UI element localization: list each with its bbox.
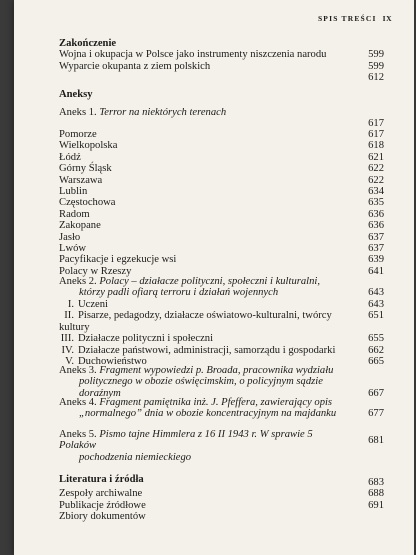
aneks-title: Aneks 1. Terror na niektórych terenach bbox=[59, 107, 227, 118]
toc-entry: Wojna i okupacja w Polsce jako instrumenty niszczenia narodu 599 bbox=[59, 49, 384, 61]
aneks-entry: Aneks 4. Fragment pamiętnika inż. J. Pfeffera, zawierający opis „normalnego” dnia w obozie koncentracyjnym na majdanku 677 bbox=[59, 397, 384, 420]
toc-entry: Wielkopolska 618 bbox=[59, 140, 384, 152]
aneks-3 bbox=[59, 365, 384, 399]
toc-entry: 612 bbox=[368, 72, 384, 84]
toc-entry: Pomorze 617 bbox=[59, 129, 384, 140]
aneks-2-list bbox=[59, 299, 384, 367]
aneks-4 bbox=[59, 397, 384, 420]
toc-entry: Wyparcie okupanta z ziem polskich 599 bbox=[59, 60, 384, 72]
book-page bbox=[14, 0, 414, 555]
section-heading: Zakończenie bbox=[59, 38, 117, 49]
section-heading: Literatura i źródła 683 bbox=[59, 474, 384, 488]
toc-entry: Warszawa 622 bbox=[59, 174, 384, 186]
toc-entry: Łódź 621 bbox=[59, 151, 384, 163]
toc-entry: Pacyfikacje i egzekucje wsi 639 bbox=[59, 254, 384, 266]
toc-entry: Lublin 634 bbox=[59, 186, 384, 198]
toc-entry: II. Pisarze, pedagodzy, działacze oświatowo-kulturalni, twórcy kultury 651 bbox=[59, 310, 384, 333]
toc-entry: III. Działacze polityczni i społeczni 655 bbox=[60, 333, 384, 345]
aneks-title-cont: którzy padli ofiarą terroru i działań wojennych bbox=[79, 287, 279, 299]
aneks-1-list bbox=[59, 129, 384, 277]
aneks-entry: Aneks 3. Fragment wypowiedzi p. Broada, pracownika wydziału politycznego w obozie oświęcimskim, o policyjnym sądzie doraźnym 667 bbox=[59, 365, 384, 399]
toc-entry: Lwów 637 bbox=[59, 243, 384, 255]
section-aneksy bbox=[59, 89, 384, 100]
running-head bbox=[14, 14, 392, 23]
running-head-page: IX bbox=[382, 14, 392, 23]
aneks-1 bbox=[59, 107, 384, 130]
aneks-5 bbox=[59, 429, 384, 463]
aneks-title-page: 643 bbox=[368, 287, 384, 299]
toc-entry: Częstochowa 635 bbox=[59, 197, 384, 209]
section-zakonczenie bbox=[59, 38, 384, 84]
toc-entry: IV. Działacze państwowi, administracji, samorządu i gospodarki 662 bbox=[61, 344, 384, 356]
aneks-2 bbox=[59, 276, 384, 299]
toc-entry: Publikacje źródłowe 691 bbox=[59, 499, 384, 511]
running-head-title: SPIS TREŚCI bbox=[317, 14, 377, 23]
toc-entry: I. Uczeni 643 bbox=[67, 299, 384, 310]
toc-entry: Zespoły archiwalne 688 bbox=[59, 488, 384, 500]
toc-entry: Radom 636 bbox=[59, 208, 384, 220]
aneks-entry: Aneks 5. Pismo tajne Himmlera z 16 II 1943 r. W sprawie 5 Polaków pochodzenia niemieckiego 681 bbox=[59, 429, 384, 463]
toc-entry: Zakopane 636 bbox=[59, 220, 384, 232]
toc-entry: Górny Śląsk 622 bbox=[59, 163, 384, 175]
aneks-title-page: 617 bbox=[368, 118, 384, 130]
toc-entry: V. Duchowieństwo 665 bbox=[65, 356, 384, 368]
aneks-title: Aneks 2. Polacy – działacze polityczni, społeczni i kulturalni, bbox=[59, 276, 320, 287]
toc-entry: Jasło 637 bbox=[59, 231, 384, 243]
section-literatura bbox=[59, 474, 384, 523]
toc-entry: Zbiory dokumentów bbox=[59, 511, 146, 523]
section-heading: Aneksy bbox=[59, 89, 93, 100]
toc-entry: Polacy w Rzeszy 641 bbox=[59, 265, 384, 277]
